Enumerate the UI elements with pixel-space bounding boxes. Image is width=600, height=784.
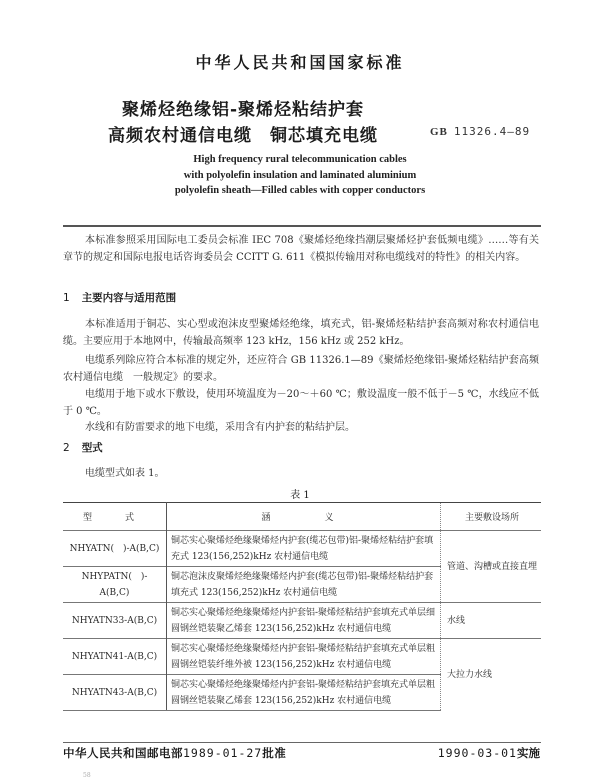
approval-label: 批准	[262, 746, 287, 760]
cell-model: NHYATN41-A(B,C)	[63, 639, 167, 675]
cell-location: 管道、沟槽或直接直埋	[441, 531, 542, 603]
title-cn-line2: 高频农村通信电缆 铜芯填充电缆	[108, 126, 378, 146]
section1-number: 1	[63, 292, 70, 304]
title-en-line1: High frequency rural telecommunication cables	[193, 154, 407, 165]
table-header-row	[63, 503, 541, 531]
cell-meaning: 铜芯实心聚烯烃绝缘聚烯烃内护套铝-聚烯烃粘结护套填充式单层粗圆钢丝铠装纤维外被 123(156,252)kHz 农村通信电缆	[167, 639, 441, 675]
table-row	[63, 639, 541, 675]
section1-title: 主要内容与适用范围	[81, 292, 177, 304]
header-meaning: 涵 义	[167, 503, 441, 531]
section2-paragraph: 电缆型式如表 1。	[85, 468, 165, 479]
table-caption: 表 1	[290, 490, 310, 501]
effective-label: 实施	[517, 746, 540, 760]
approver: 中华人民共和国邮电部	[63, 746, 183, 760]
title-en	[0, 152, 600, 199]
national-standard-heading: 中华人民共和国国家标准	[195, 53, 405, 72]
section1-paragraph-3: 电缆用于地下或水下敷设，使用环境温度为－20～＋60 ℃；敷设温度一般不低于－5 ℃，水线应不低于 0 ℃。	[63, 389, 539, 417]
table-row	[63, 531, 541, 567]
section1-paragraph-4: 水线和有防雷要求的地下电缆，采用含有内护套的粘结护层。	[85, 422, 355, 433]
section1-paragraph-2: 电缆系列除应符合本标准的规定外，还应符合 GB 11326.1—89《聚烯烃绝缘铝-聚烯烃粘结护套高频农村通信电缆 一般规定》的要求。	[63, 355, 539, 383]
title-cn-line1: 聚烯烃绝缘铝-聚烯烃粘结护套	[122, 100, 365, 120]
cell-meaning: 铜芯泡沫皮聚烯烃绝缘聚烯烃内护套(缆芯包带)铝-聚烯烃粘结护套填充式 123(156,252)kHz 农村通信电缆	[167, 567, 441, 603]
title-en-line2: with polyolefin insulation and laminated aluminium	[183, 169, 417, 181]
cell-model: NHYATN( )-A(B,C)	[63, 531, 167, 567]
cell-meaning: 铜芯实心聚烯烃绝缘聚烯烃内护套铝-聚烯烃粘结护套填充式单层细圆钢丝铠装聚乙烯套 123(156,252)kHz 农村通信电缆	[167, 603, 441, 639]
header-model: 型 式	[63, 503, 167, 531]
approval-date: 1989-01-27	[183, 746, 263, 760]
cell-model: NHYATN43-A(B,C)	[63, 675, 167, 711]
section1-paragraph-1: 本标准适用于铜芯、实心型或泡沫皮型聚烯烃绝缘，填充式，铝-聚烯烃粘结护套高频对称农村通信电缆。主要应用于本地网中，传输最高频率 123 kHz，156 kHz 或 252 kHz。	[63, 319, 539, 347]
footer-divider	[63, 742, 541, 743]
cable-types-table	[63, 502, 541, 711]
header-divider	[63, 225, 541, 227]
section2-heading	[63, 440, 103, 455]
section1-heading	[63, 290, 176, 305]
cell-location: 水线	[441, 603, 542, 639]
gb-prefix: GB	[430, 126, 448, 138]
cell-meaning: 铜芯实心聚烯烃绝缘聚烯烃内护套(缆芯包带)铝-聚烯烃粘结护套填充式 123(156,252)kHz 农村通信电缆	[167, 531, 441, 567]
gb-number: 11326.4—89	[453, 125, 531, 138]
title-en-line3: polyolefin sheath—Filled cables with copper conductors	[174, 185, 426, 196]
approval-line	[63, 745, 286, 761]
standard-number	[430, 125, 530, 138]
effective-line	[438, 745, 540, 761]
cell-location: 大拉力水线	[441, 639, 542, 711]
cell-meaning: 铜芯实心聚烯烃绝缘聚烯烃内护套铝-聚烯烃粘结护套填充式单层粗圆钢丝铠装聚乙烯套 123(156,252)kHz 农村通信电缆	[167, 675, 441, 711]
cell-model: NHYPATN( )-A(B,C)	[63, 567, 167, 603]
intro-paragraph: 本标准参照采用国际电工委员会标准 IEC 708《聚烯烃绝缘挡潮层聚烯烃护套低频电缆》……等有关章节的规定和国际电报电话咨询委员会 CCITT G. 611《模拟传输用对称电缆线对的特性》的相关内容。	[63, 235, 539, 263]
cell-model: NHYATN33-A(B,C)	[63, 603, 167, 639]
page-mark: 58	[83, 772, 91, 779]
header-location: 主要敷设场所	[441, 503, 542, 531]
section2-number: 2	[63, 442, 70, 454]
effective-date: 1990-03-01	[437, 746, 517, 760]
table-row	[63, 603, 541, 639]
section2-title: 型式	[81, 442, 103, 454]
